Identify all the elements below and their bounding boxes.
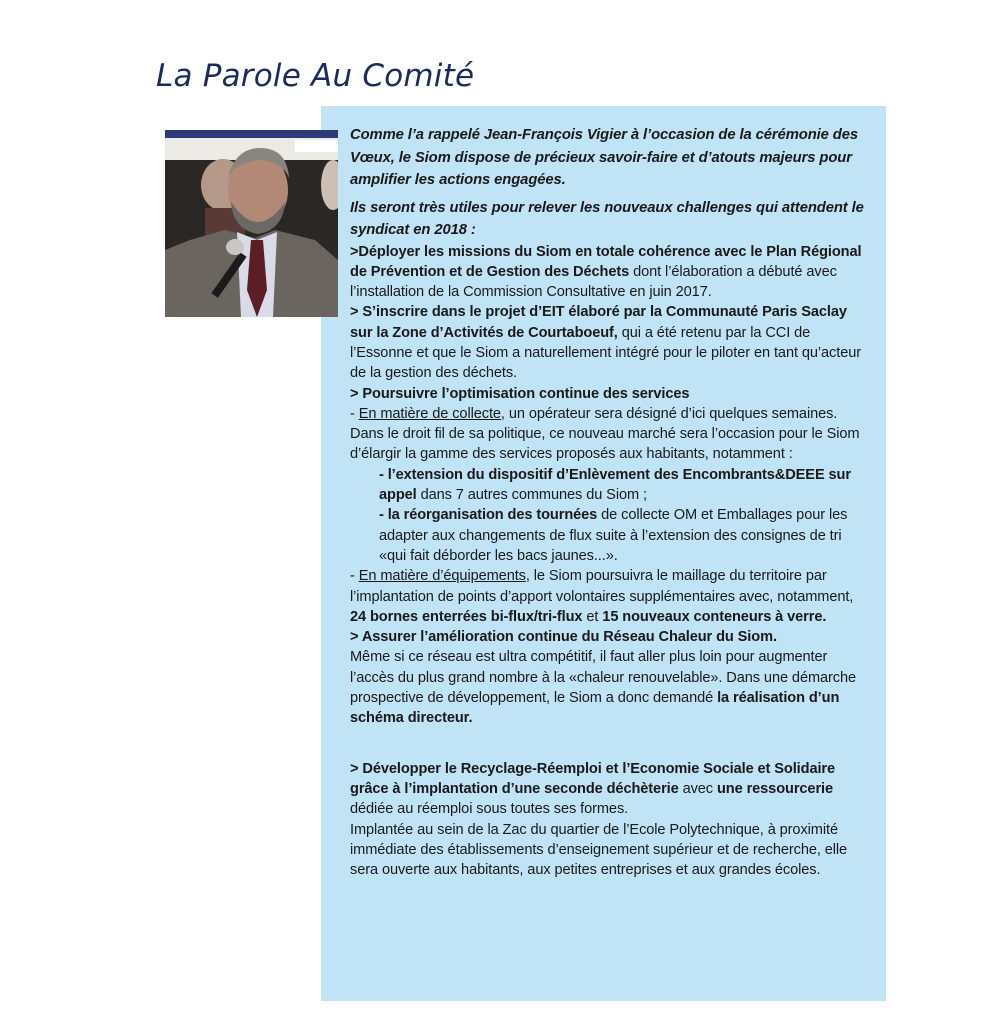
sub-item [350, 465, 872, 506]
section-text: dont l’élaboration a débuté avec l’installation de la Commission Consultative en juin 2017. [350, 263, 837, 301]
dash: - [350, 568, 359, 585]
section-heading: >Déployer les missions du Siom en totale cohérence avec le Plan Régional de Prévention et de Gestion des Déchets [350, 243, 862, 280]
ressourcerie-highlight: une ressourcerie [716, 780, 833, 797]
collecte-text: , un opérateur sera désigné d’ici quelques semaines. Dans le droit fil de sa politique, ce nouveau marché sera l’occasion pour le Siom d’élargir la gamme des services proposés aux habitants, notamment : [350, 405, 860, 463]
dash: - [350, 405, 359, 422]
intro-paragraph: Ils seront très utiles pour relever les nouveaux challenges qui attendent le syndicat en 2018 : [350, 199, 864, 238]
article-body [350, 124, 872, 880]
section-heading: > Développer le Recyclage-Réemploi et l’Economie Sociale et Solidaire grâce à l’implantation d’une seconde déchèterie [350, 760, 836, 797]
section-eit [350, 302, 872, 383]
equipements-paragraph [350, 566, 872, 627]
conteneurs-highlight: 15 nouveaux conteneurs à verre. [602, 608, 827, 625]
sub-item [350, 505, 872, 566]
sub-item-text: de collecte OM et Emballages pour les adapter aux changements de flux suite à l’extension des consignes de tri «qui fait déborder les bacs jaunes...». [379, 507, 848, 564]
recyclage-text: avec [678, 780, 717, 797]
page-title: La Parole Au Comité [156, 58, 475, 94]
section-heading-chaleur: > Assurer l’amélioration continue du Réseau Chaleur du Siom. [350, 629, 777, 646]
photo-illustration [165, 130, 338, 317]
section-recyclage [350, 759, 872, 820]
section-text: qui a été retenu par la CCI de l’Essonne et que le Siom a naturellement intégré pour le piloter en tant qu’acteur de la gestion des déchets. [350, 324, 862, 382]
chaleur-paragraph [350, 647, 872, 728]
sub-item-bold: - la réorganisation des tournées [379, 507, 598, 524]
chaleur-highlight: la réalisation d’un schéma directeur. [350, 690, 840, 727]
sub-item-text: dans 7 autres communes du Siom ; [416, 487, 647, 504]
chaleur-text: Même si ce réseau est ultra compétitif, il faut aller plus loin pour augmenter l’accès du plus grand nombre à la «chaleur renouvelable». Dans une démarche prospective de développement, le Siom a donc demandé [350, 649, 857, 707]
collecte-label: En matière de collecte [358, 405, 501, 422]
intro-paragraph: Comme l’a rappelé Jean-François Vigier à l’occasion de la cérémonie des Vœux, le Siom dispose de précieux savoir-faire et d’atouts majeurs pour amplifier les actions engagées. [350, 127, 858, 188]
section-heading-optim: > Poursuivre l’optimisation continue des services [350, 385, 690, 402]
recyclage-text: dédiée au réemploi sous toutes ses formes. [350, 801, 629, 818]
bornes-highlight: 24 bornes enterrées bi-flux/tri-flux [350, 608, 583, 625]
speaker-photo [165, 130, 338, 317]
equipements-text: , le Siom poursuivra le maillage du territoire par l’implantation de points d’apport volontaires supplémentaires avec, notamment, [350, 568, 854, 605]
section-deploy [350, 242, 872, 303]
collecte-paragraph [350, 404, 872, 465]
equipements-text: et [582, 608, 603, 625]
recyclage-paragraph: Implantée au sein de la Zac du quartier de l’Ecole Polytechnique, à proximité immédiate des établissements d’enseignement supérieur et de recherche, elle sera ouverte aux habitants, aux petites entreprises et aux grandes écoles. [350, 821, 848, 879]
equipements-label: En matière d’équipements [358, 568, 526, 585]
section-heading: > S’inscrire dans le projet d’EIT élaboré par la Communauté Paris Saclay sur la Zone d’Activités de Courtaboeuf, [350, 304, 847, 341]
sub-item-bold: - l’extension du dispositif d’Enlèvement des Encombrants&DEEE sur appel [379, 466, 851, 504]
